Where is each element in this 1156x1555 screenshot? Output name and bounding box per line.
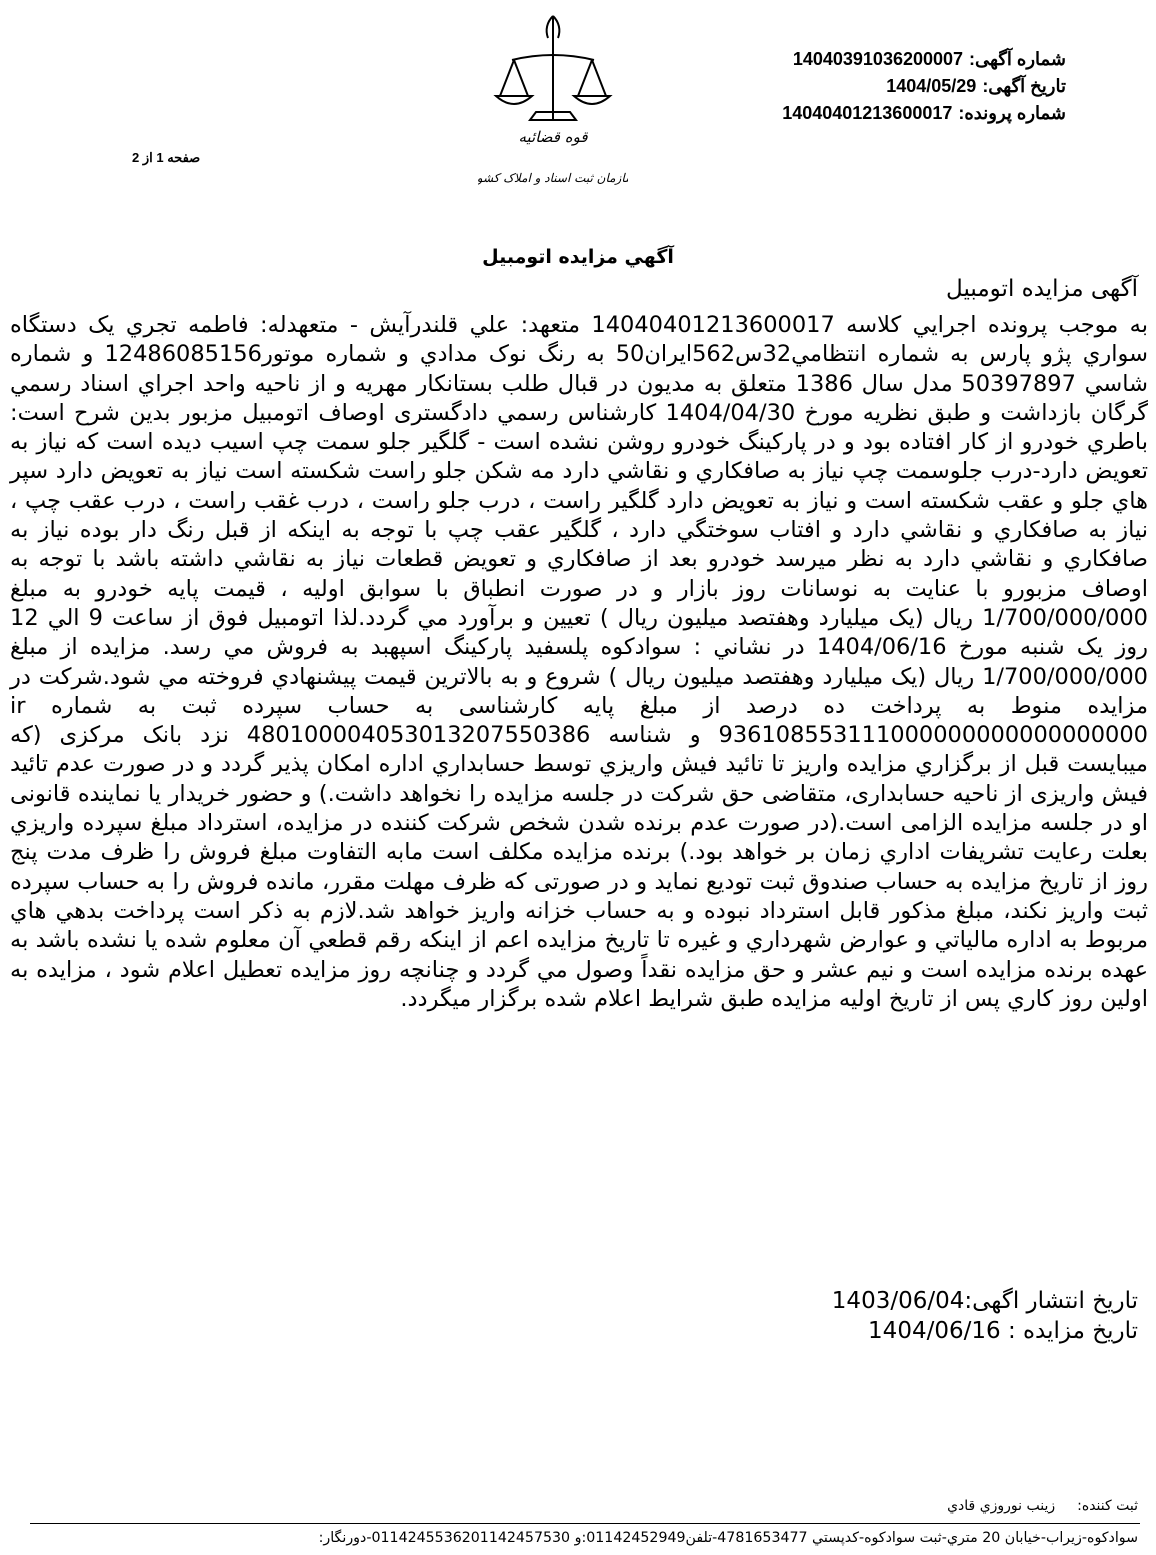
file-number: 14040401213600017: [782, 103, 953, 123]
dates-section: [832, 1286, 1138, 1346]
office-address: سوادکوه-زیراب-خیابان 20 متري-ثبت سوادکوه-کدپستي 4781653477-تلفن01142452949:و 0114245536201142457530-دورنگار:: [318, 1530, 1138, 1546]
registrar-label: ثبت کننده:: [1077, 1498, 1138, 1514]
registrar: [947, 1498, 1138, 1514]
file-number-row: [646, 100, 1066, 127]
notice-number-row: [646, 46, 1066, 73]
publish-date-label: تاریخ انتشار اگهی:: [964, 1288, 1138, 1314]
file-number-label: شماره پرونده:: [958, 103, 1066, 123]
notice-date: 1404/05/29: [886, 76, 977, 96]
judiciary-emblem: [478, 12, 628, 202]
notice-meta: [646, 46, 1066, 127]
notice-date-row: [646, 73, 1066, 100]
body-paragraph: به موجب پرونده اجرايي كلاسه 14040401213600017 متعهد: علي قلندرآيش - متعهدله: فاطمه تجري يک دستگاه سواري پژو پارس به شماره انتظامي32س562ايران50 به رنگ نوک مدادي و شماره موتور12486085156 و شماره شاسي 50397897 مدل سال 1386 متعلق به مديون در قبال طلب بستانكار مهريه و از ناحيه واحد اجراي اسناد رسمي گرگان بازداشت و طبق نظريه مورخ 1404/04/30 كارشناس رسمي دادگستری اوصاف اتومبيل مزبور بدين شرح است: باطري خودرو از كار افتاده بود و در پاركينگ خودرو روشن نشده است - گلگير جلو سمت چپ اسيب ديده است كه نياز به تعويض دارد-درب جلوسمت چپ نياز به صافكاري و نقاشي دارد مه شكن جلو راست شكسته است نياز به تعويض دارد سپر هاي جلو و عقب شكسته است و نياز به تعويض دارد گلگير راست ، درب جلو راست ، درب غقب راست ، درب عقب چپ ، نياز به صافكاري و نقاشي دارد و افتاب سوختگي دارد ، گلگير عقب چپ با توجه به اينكه از قبل رنگ دار بوده نياز به صافكاري و نقاشي دارد به نظر ميرسد خودرو بعد از صافكاري و تعويض قطعات نياز به نقاشي داشته باشد با توجه به اوصاف مزبورو با عنايت به نوسانات روز بازار و در صورت انطباق با سوابق اوليه ، قيمت پايه خودرو به مبلغ 1/700/000/000 ريال (يک ميليارد وهفتصد ميليون ريال ) تعيين و برآورد مي گردد.لذا اتومبيل فوق از ساعت 9 الي 12 روز يک شنبه مورخ 1404/06/16 در نشاني : سوادكوه پلسفيد پاركينگ اسپهبد به فروش مي رسد. مزايده از مبلغ 1/700/000/000 ريال (يک ميليارد وهفتصد ميليون ريال ) شروع و به بالاترين قيمت پيشنهادي فروخته مي شود.شركت در مزايده منوط به پرداخت ده درصد از مبلغ پايه كارشناسی به حساب سپرده ثبت به شماره ir 936108553111000000000000000000 و شناسه 480100004053013207550386 نزد بانک مركزی (كه ميبايست قبل از برگزاري مزايده واريز تا تائيد فيش واريزي توسط حسابداري اداره امكان پذير گردد و در صورت عدم تائيد فيش واريزی از ناحيه حسابداری، متقاضی حق شركت در جلسه مزايده را نخواهد داشت.) و حضور خريدار يا نماينده قانونی او در جلسه مزايده الزامی است.(در صورت عدم برنده شدن شخص شركت كننده در مزايده، استرداد مبلغ سپرده واريزي بعلت رعايت تشريفات اداري زمان بر خواهد بود.) برنده مزايده مكلف است مابه التفاوت مبلغ فروش را ظرف مدت پنج روز از تاريخ مزايده به حساب صندوق ثبت توديع نمايد و در صورتی كه ظرف مهلت مقرر، مانده فروش را به حساب سپرده ثبت واريز نكند، مبلغ مذكور قابل استرداد نبوده و به حساب خزانه واريز خواهد شد.لازم به ذكر است پرداخت بدهي هاي مربوط به اداره مالياتي و عوارض شهرداري و غيره تا تاريخ مزايده اعم از اينكه رقم قطعي آن معلوم شده يا نشده باشد به عهده برنده مزايده است و نيم عشر و حق مزايده نقداً وصول مي گردد و چنانچه روز مزايده تعطيل اعلام شود ، مزايده به اولين روز كاري پس از تاريخ اوليه مزايده طبق شرايط اعلام شده برگزار ميگردد.: [10, 312, 1149, 1012]
emblem-caption-1: قوه قضائیه: [518, 128, 588, 146]
document-heading: آگهی مزایده اتومبیل: [946, 276, 1138, 302]
auction-date: 1404/06/16: [868, 1318, 1001, 1344]
auction-date-label: تاریخ مزایده :: [1007, 1318, 1138, 1344]
publish-date: 1403/06/04: [831, 1288, 965, 1314]
publish-date-row: [832, 1286, 1138, 1316]
emblem-caption-2: سازمان ثبت اسناد و املاک کشور: [478, 171, 628, 185]
page-indicator: صفحه 1 از 2: [132, 150, 201, 165]
notice-number: 14040391036200007: [792, 49, 964, 69]
scales-of-justice-icon: [478, 12, 628, 202]
footer-divider: [30, 1523, 1140, 1524]
registrar-name: زینب نوروزي قادي: [947, 1498, 1056, 1514]
document-body: [10, 311, 1148, 1014]
notice-number-label: شماره آگهی:: [969, 49, 1066, 69]
notice-date-label: تاریخ آگهی:: [982, 76, 1066, 96]
document-title: آگهي مزايده اتومبيل: [482, 246, 674, 268]
auction-date-row: [832, 1316, 1138, 1346]
